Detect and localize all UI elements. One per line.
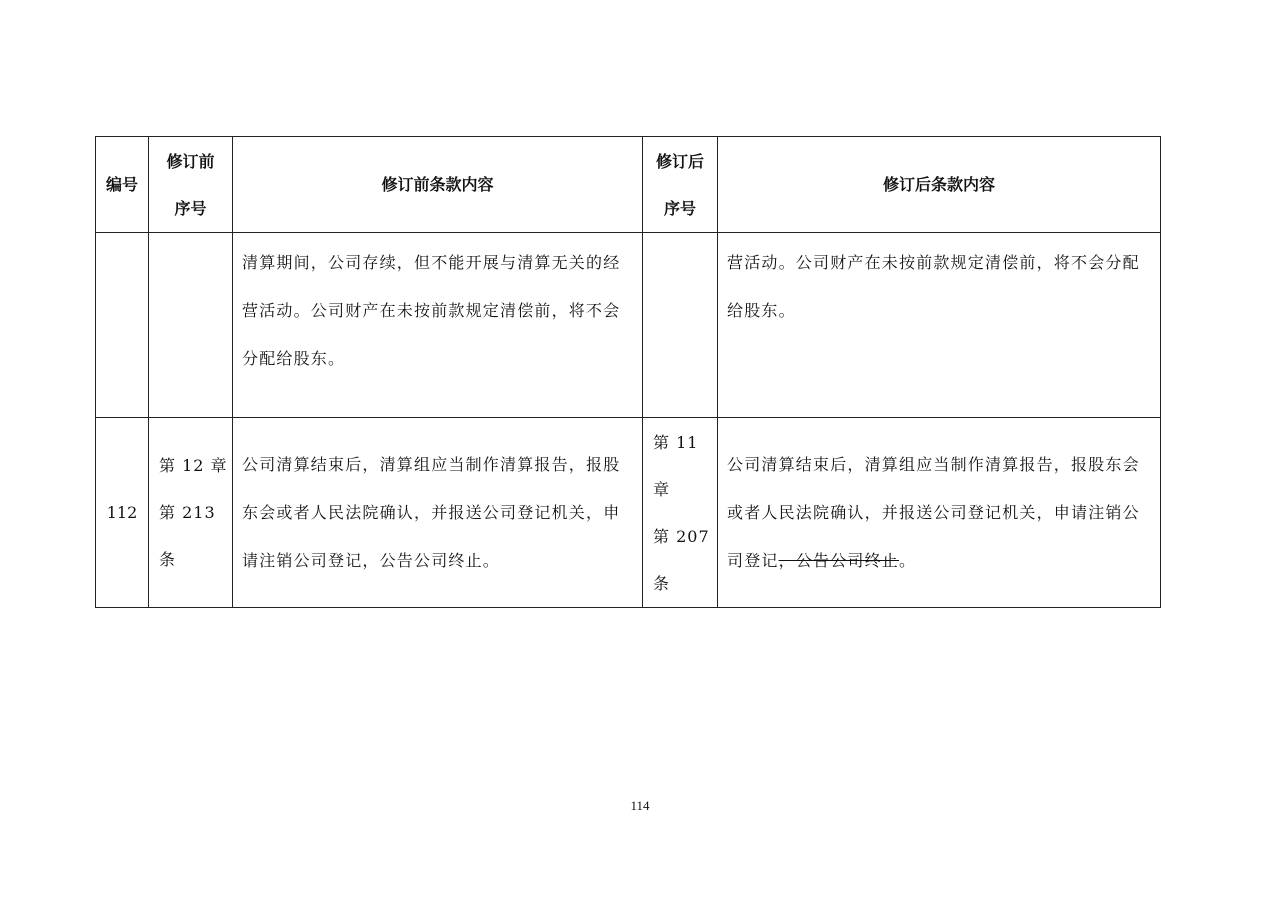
before-content-text: 清算期间，公司存续，但不能开展与清算无关的经营活动。公司财产在未按前款规定清偿前，将不会分配给股东。 — [242, 253, 621, 368]
row-before-ref-cell: 第 12 章 第 213 条 — [149, 418, 233, 608]
amendment-comparison-table — [95, 136, 1161, 608]
table-row — [96, 418, 1161, 608]
table-row — [96, 233, 1161, 418]
row-after-content-cell — [718, 233, 1161, 418]
row-after-content-cell — [718, 418, 1161, 608]
row-number-cell: 112 — [96, 418, 149, 608]
row-before-ref-cell — [149, 233, 233, 418]
before-content-text: 公司清算结束后，清算组应当制作清算报告，报股东会或者人民法院确认，并报送公司登记机关，申请注销公司登记，公告公司终止。 — [242, 454, 621, 570]
header-after-ref: 修订后 序号 — [643, 137, 718, 233]
row-before-content-cell — [233, 418, 643, 608]
table-header-row — [96, 137, 1161, 233]
after-content-text: 营活动。公司财产在未按前款规定清偿前，将不会分配给股东。 — [727, 253, 1140, 320]
header-number: 编号 — [96, 137, 149, 233]
header-before-content: 修订前条款内容 — [233, 137, 643, 233]
after-content-text: 公司清算结束后，清算组应当制作清算报告，报股东会或者人民法院确认，并报送公司登记机关，申请注销公司登记，公告公司终止。 — [727, 454, 1140, 570]
header-before-ref: 修订前 序号 — [149, 137, 233, 233]
row-number-cell — [96, 233, 149, 418]
row-before-content-cell — [233, 233, 643, 418]
page-number: 114 — [630, 798, 650, 813]
header-after-content: 修订后条款内容 — [718, 137, 1161, 233]
row-after-ref-cell — [643, 233, 718, 418]
deleted-text: ，公告公司终止 — [778, 550, 900, 570]
row-after-ref-cell: 第 11 章 第 207 条 — [643, 418, 718, 608]
